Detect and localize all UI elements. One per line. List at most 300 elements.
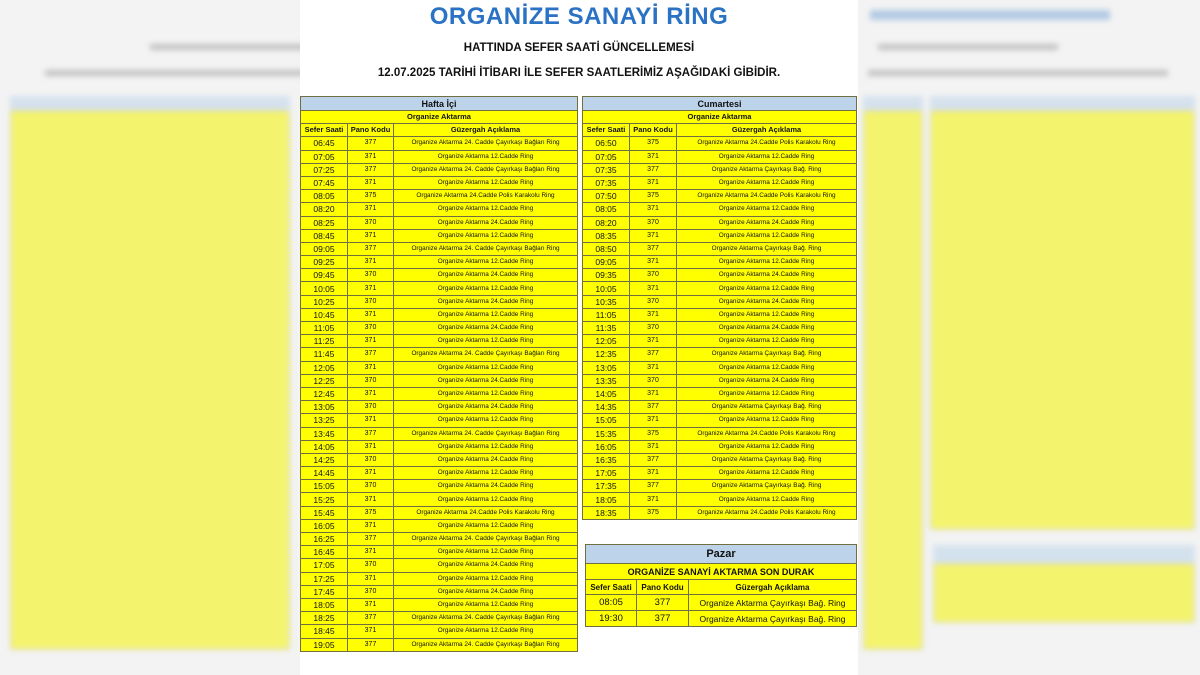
departure-time: 11:25 [301, 335, 348, 348]
departure-time: 18:05 [583, 493, 630, 506]
table-row [583, 282, 857, 295]
departure-time: 18:25 [301, 612, 348, 625]
route-description: Organize Aktarma 12.Cadde Ring [394, 493, 578, 506]
table-row [583, 440, 857, 453]
route-code: 371 [348, 176, 394, 189]
departure-time: 10:25 [301, 295, 348, 308]
route-code: 371 [348, 150, 394, 163]
route-description: Organize Aktarma 12.Cadde Ring [677, 308, 857, 321]
route-description: Organize Aktarma 12.Cadde Ring [394, 546, 578, 559]
departure-time: 08:05 [583, 203, 630, 216]
table-row [301, 163, 578, 176]
route-description: Organize Aktarma Çayırkaşı Bağ. Ring [689, 595, 857, 611]
route-code: 370 [348, 401, 394, 414]
column-header-time: Sefer Saati [301, 124, 348, 137]
route-code: 371 [348, 256, 394, 269]
departure-time: 06:45 [301, 137, 348, 150]
route-description: Organize Aktarma 24.Cadde Ring [394, 216, 578, 229]
route-code: 371 [630, 467, 677, 480]
route-code: 370 [630, 295, 677, 308]
route-description: Organize Aktarma 12.Cadde Ring [394, 176, 578, 189]
route-description: Organize Aktarma 24.Cadde Polis Karakolu Ring [394, 506, 578, 519]
route-description: Organize Aktarma 24. Cadde Çayırkaşı Bağları Ring [394, 163, 578, 176]
route-description: Organize Aktarma 12.Cadde Ring [677, 440, 857, 453]
departure-time: 17:35 [583, 480, 630, 493]
route-code: 371 [348, 572, 394, 585]
route-code: 371 [630, 493, 677, 506]
route-code: 375 [630, 427, 677, 440]
route-description: Organize Aktarma 12.Cadde Ring [394, 335, 578, 348]
departure-time: 12:45 [301, 387, 348, 400]
route-code: 377 [348, 242, 394, 255]
departure-time: 13:05 [301, 401, 348, 414]
departure-time: 15:05 [301, 480, 348, 493]
route-description: Organize Aktarma 24.Cadde Ring [394, 585, 578, 598]
table-row [301, 467, 578, 480]
route-description: Organize Aktarma 24.Cadde Polis Karakolu Ring [677, 137, 857, 150]
route-description: Organize Aktarma 24. Cadde Çayırkaşı Bağları Ring [394, 348, 578, 361]
table-row [583, 216, 857, 229]
route-code: 377 [630, 453, 677, 466]
route-description: Organize Aktarma 24.Cadde Ring [394, 401, 578, 414]
sunday-rows [586, 595, 857, 627]
column-header-route: Güzergah Açıklama [394, 124, 578, 137]
route-description: Organize Aktarma 12.Cadde Ring [677, 361, 857, 374]
departure-time: 13:45 [301, 427, 348, 440]
table-row [301, 598, 578, 611]
route-code: 370 [348, 453, 394, 466]
table-row [301, 546, 578, 559]
route-description: Organize Aktarma 24.Cadde Ring [394, 374, 578, 387]
route-code: 371 [348, 203, 394, 216]
route-description: Organize Aktarma 24.Cadde Ring [677, 216, 857, 229]
route-code: 377 [348, 638, 394, 651]
departure-time: 07:35 [583, 163, 630, 176]
table-row [301, 374, 578, 387]
table-row [301, 453, 578, 466]
route-code: 370 [630, 216, 677, 229]
departure-time: 14:05 [301, 440, 348, 453]
departure-time: 08:35 [583, 229, 630, 242]
route-description: Organize Aktarma 12.Cadde Ring [677, 414, 857, 427]
table-row [301, 638, 578, 651]
route-code: 377 [637, 595, 689, 611]
departure-time: 16:25 [301, 533, 348, 546]
route-code: 371 [630, 229, 677, 242]
column-header-route: Güzergah Açıklama [689, 580, 857, 595]
table-row [583, 335, 857, 348]
route-description: Organize Aktarma 12.Cadde Ring [394, 361, 578, 374]
route-description: Organize Aktarma 24.Cadde Polis Karakolu Ring [394, 190, 578, 203]
route-code: 370 [630, 322, 677, 335]
table-row [301, 150, 578, 163]
table-row [301, 190, 578, 203]
table-row [301, 295, 578, 308]
route-description: Organize Aktarma 12.Cadde Ring [677, 150, 857, 163]
departure-time: 11:45 [301, 348, 348, 361]
route-code: 371 [348, 229, 394, 242]
table-row [301, 625, 578, 638]
table-row [583, 242, 857, 255]
departure-time: 17:25 [301, 572, 348, 585]
route-code: 371 [348, 308, 394, 321]
route-description: Organize Aktarma 24. Cadde Çayırkaşı Bağları Ring [394, 242, 578, 255]
table-row [583, 176, 857, 189]
route-code: 371 [630, 361, 677, 374]
table-row [301, 229, 578, 242]
route-description: Organize Aktarma 12.Cadde Ring [394, 467, 578, 480]
route-code: 375 [630, 506, 677, 519]
departure-time: 16:05 [583, 440, 630, 453]
departure-time: 16:45 [301, 546, 348, 559]
departure-time: 07:05 [301, 150, 348, 163]
departure-time: 12:25 [301, 374, 348, 387]
table-row [583, 427, 857, 440]
route-description: Organize Aktarma 12.Cadde Ring [394, 282, 578, 295]
route-description: Organize Aktarma 12.Cadde Ring [394, 414, 578, 427]
table-row [301, 572, 578, 585]
departure-time: 17:05 [583, 467, 630, 480]
departure-time: 13:05 [583, 361, 630, 374]
route-code: 371 [348, 625, 394, 638]
route-code: 371 [348, 361, 394, 374]
table-row [583, 256, 857, 269]
route-description: Organize Aktarma 12.Cadde Ring [394, 256, 578, 269]
route-code: 377 [348, 427, 394, 440]
route-description: Organize Aktarma Çayırkaşı Bağ. Ring [677, 242, 857, 255]
route-code: 370 [348, 480, 394, 493]
table-row [586, 595, 857, 611]
table-row [301, 533, 578, 546]
column-header-time: Sefer Saati [583, 124, 630, 137]
route-code: 371 [348, 335, 394, 348]
departure-time: 08:20 [301, 203, 348, 216]
route-description: Organize Aktarma 24.Cadde Ring [394, 453, 578, 466]
departure-time: 11:35 [583, 322, 630, 335]
departure-time: 12:05 [301, 361, 348, 374]
table-row [583, 361, 857, 374]
route-description: Organize Aktarma 12.Cadde Ring [394, 387, 578, 400]
table-row [301, 269, 578, 282]
route-code: 371 [630, 440, 677, 453]
background-right-blur [858, 0, 1200, 675]
departure-time: 19:30 [586, 611, 637, 627]
departure-time: 15:35 [583, 427, 630, 440]
table-row [301, 203, 578, 216]
table-row [301, 216, 578, 229]
route-code: 375 [348, 506, 394, 519]
table-row [583, 150, 857, 163]
table-row [586, 611, 857, 627]
route-description: Organize Aktarma 24.Cadde Ring [677, 295, 857, 308]
departure-time: 15:45 [301, 506, 348, 519]
route-description: Organize Aktarma 12.Cadde Ring [677, 467, 857, 480]
departure-time: 14:05 [583, 387, 630, 400]
table-row [583, 401, 857, 414]
saturday-stop: Organize Aktarma [583, 111, 857, 124]
route-description: Organize Aktarma 24.Cadde Ring [394, 269, 578, 282]
column-header-code: Pano Kodu [348, 124, 394, 137]
table-row [301, 348, 578, 361]
table-row [583, 137, 857, 150]
departure-time: 08:20 [583, 216, 630, 229]
route-description: Organize Aktarma 24.Cadde Ring [394, 295, 578, 308]
departure-time: 07:35 [583, 176, 630, 189]
route-code: 375 [348, 190, 394, 203]
route-description: Organize Aktarma 12.Cadde Ring [677, 229, 857, 242]
route-code: 377 [630, 163, 677, 176]
route-description: Organize Aktarma 24.Cadde Ring [677, 322, 857, 335]
route-code: 370 [348, 559, 394, 572]
route-code: 370 [348, 322, 394, 335]
table-row [583, 374, 857, 387]
departure-time: 09:05 [301, 242, 348, 255]
schedule-document [300, 0, 858, 675]
departure-time: 15:05 [583, 414, 630, 427]
table-row [301, 427, 578, 440]
route-code: 370 [348, 269, 394, 282]
route-code: 377 [630, 401, 677, 414]
column-header-time: Sefer Saati [586, 580, 637, 595]
route-description: Organize Aktarma 12.Cadde Ring [394, 308, 578, 321]
table-row [301, 137, 578, 150]
table-row [301, 493, 578, 506]
route-code: 371 [630, 308, 677, 321]
table-row [301, 242, 578, 255]
route-code: 371 [348, 467, 394, 480]
table-row [583, 467, 857, 480]
departure-time: 14:35 [583, 401, 630, 414]
route-code: 371 [630, 414, 677, 427]
column-header-route: Güzergah Açıklama [677, 124, 857, 137]
route-description: Organize Aktarma 12.Cadde Ring [394, 203, 578, 216]
route-description: Organize Aktarma Çayırkaşı Bağ. Ring [677, 480, 857, 493]
route-code: 377 [348, 533, 394, 546]
route-description: Organize Aktarma Çayırkaşı Bağ. Ring [677, 401, 857, 414]
table-row [583, 308, 857, 321]
table-row [301, 440, 578, 453]
departure-time: 14:45 [301, 467, 348, 480]
table-row [301, 335, 578, 348]
page-title: ORGANİZE SANAYİ RİNG [429, 3, 729, 30]
departure-time: 10:05 [301, 282, 348, 295]
departure-time: 06:50 [583, 137, 630, 150]
departure-time: 10:45 [301, 308, 348, 321]
table-row [583, 506, 857, 519]
route-code: 371 [348, 282, 394, 295]
page-subtitle-2: 12.07.2025 TARİHİ İTİBARI İLE SEFER SAATLERİMİZ AŞAĞIDAKİ GİBİDİR. [377, 67, 781, 79]
table-row [583, 190, 857, 203]
column-header-code: Pano Kodu [630, 124, 677, 137]
departure-time: 08:05 [586, 595, 637, 611]
route-code: 371 [348, 519, 394, 532]
table-row [583, 322, 857, 335]
route-code: 371 [630, 335, 677, 348]
route-description: Organize Aktarma 12.Cadde Ring [677, 256, 857, 269]
departure-time: 15:25 [301, 493, 348, 506]
departure-time: 18:45 [301, 625, 348, 638]
route-code: 371 [630, 256, 677, 269]
route-description: Organize Aktarma 24.Cadde Ring [394, 322, 578, 335]
route-description: Organize Aktarma 24. Cadde Çayırkaşı Bağları Ring [394, 533, 578, 546]
table-row [301, 519, 578, 532]
saturday-schedule-table [582, 96, 857, 520]
route-description: Organize Aktarma 12.Cadde Ring [677, 203, 857, 216]
departure-time: 07:50 [583, 190, 630, 203]
route-code: 375 [630, 190, 677, 203]
route-code: 371 [348, 387, 394, 400]
departure-time: 11:05 [301, 322, 348, 335]
departure-time: 07:25 [301, 163, 348, 176]
departure-time: 18:35 [583, 506, 630, 519]
departure-time: 09:25 [301, 256, 348, 269]
route-code: 377 [348, 163, 394, 176]
departure-time: 12:05 [583, 335, 630, 348]
route-code: 377 [637, 611, 689, 627]
column-header-code: Pano Kodu [637, 580, 689, 595]
route-code: 377 [630, 480, 677, 493]
weekday-stop: Organize Aktarma [301, 111, 578, 124]
route-code: 377 [348, 612, 394, 625]
route-code: 371 [630, 150, 677, 163]
table-row [301, 387, 578, 400]
departure-time: 19:05 [301, 638, 348, 651]
departure-time: 07:05 [583, 150, 630, 163]
table-row [583, 295, 857, 308]
table-row [301, 480, 578, 493]
route-description: Organize Aktarma 24.Cadde Polis Karakolu Ring [677, 190, 857, 203]
table-row [301, 322, 578, 335]
weekday-schedule-table [300, 96, 578, 652]
route-description: Organize Aktarma 24. Cadde Çayırkaşı Bağları Ring [394, 427, 578, 440]
route-description: Organize Aktarma 24.Cadde Ring [394, 480, 578, 493]
departure-time: 16:05 [301, 519, 348, 532]
route-code: 371 [630, 282, 677, 295]
route-code: 371 [348, 598, 394, 611]
route-description: Organize Aktarma 24.Cadde Polis Karakolu Ring [677, 506, 857, 519]
departure-time: 09:05 [583, 256, 630, 269]
route-description: Organize Aktarma 12.Cadde Ring [394, 598, 578, 611]
route-code: 371 [348, 546, 394, 559]
departure-time: 09:35 [583, 269, 630, 282]
route-description: Organize Aktarma 12.Cadde Ring [677, 176, 857, 189]
route-description: Organize Aktarma 24.Cadde Ring [677, 269, 857, 282]
departure-time: 13:35 [583, 374, 630, 387]
route-description: Organize Aktarma 24.Cadde Ring [394, 559, 578, 572]
table-row [301, 308, 578, 321]
table-row [301, 506, 578, 519]
route-code: 377 [630, 348, 677, 361]
route-code: 377 [348, 348, 394, 361]
route-code: 375 [630, 137, 677, 150]
route-description: Organize Aktarma 12.Cadde Ring [677, 335, 857, 348]
weekday-rows [301, 137, 578, 651]
route-code: 370 [630, 269, 677, 282]
departure-time: 18:05 [301, 598, 348, 611]
route-code: 377 [630, 242, 677, 255]
departure-time: 08:05 [301, 190, 348, 203]
table-row [301, 282, 578, 295]
route-description: Organize Aktarma 12.Cadde Ring [394, 229, 578, 242]
table-row [301, 585, 578, 598]
table-row [583, 414, 857, 427]
table-row [583, 203, 857, 216]
table-row [583, 453, 857, 466]
saturday-title: Cumartesi [583, 97, 857, 111]
table-row [583, 163, 857, 176]
departure-time: 11:05 [583, 308, 630, 321]
route-code: 370 [630, 374, 677, 387]
table-row [301, 414, 578, 427]
route-description: Organize Aktarma 12.Cadde Ring [394, 572, 578, 585]
route-code: 371 [348, 414, 394, 427]
table-row [301, 401, 578, 414]
departure-time: 10:05 [583, 282, 630, 295]
departure-time: 13:25 [301, 414, 348, 427]
route-description: Organize Aktarma 12.Cadde Ring [394, 625, 578, 638]
route-description: Organize Aktarma 24. Cadde Çayırkaşı Bağları Ring [394, 638, 578, 651]
departure-time: 10:35 [583, 295, 630, 308]
route-description: Organize Aktarma Çayırkaşı Bağ. Ring [677, 163, 857, 176]
route-description: Organize Aktarma Çayırkaşı Bağ. Ring [677, 453, 857, 466]
saturday-rows [583, 137, 857, 519]
route-code: 371 [630, 387, 677, 400]
route-description: Organize Aktarma 24.Cadde Polis Karakolu Ring [677, 427, 857, 440]
departure-time: 14:25 [301, 453, 348, 466]
route-code: 377 [348, 137, 394, 150]
route-description: Organize Aktarma 24.Cadde Ring [677, 374, 857, 387]
sunday-schedule-table [585, 544, 857, 627]
table-row [301, 256, 578, 269]
table-row [583, 348, 857, 361]
page-subtitle-1: HATTINDA SEFER SAATİ GÜNCELLEMESİ [463, 42, 695, 54]
departure-time: 08:50 [583, 242, 630, 255]
route-description: Organize Aktarma 12.Cadde Ring [394, 150, 578, 163]
table-row [583, 269, 857, 282]
route-description: Organize Aktarma 12.Cadde Ring [394, 440, 578, 453]
departure-time: 12:35 [583, 348, 630, 361]
table-row [583, 480, 857, 493]
departure-time: 08:45 [301, 229, 348, 242]
table-row [301, 612, 578, 625]
table-row [301, 176, 578, 189]
route-code: 371 [630, 203, 677, 216]
departure-time: 09:45 [301, 269, 348, 282]
route-description: Organize Aktarma Çayırkaşı Bağ. Ring [689, 611, 857, 627]
route-description: Organize Aktarma 12.Cadde Ring [677, 282, 857, 295]
route-code: 371 [348, 493, 394, 506]
route-description: Organize Aktarma 24. Cadde Çayırkaşı Bağları Ring [394, 137, 578, 150]
departure-time: 17:45 [301, 585, 348, 598]
table-row [301, 559, 578, 572]
route-description: Organize Aktarma 24. Cadde Çayırkaşı Bağları Ring [394, 612, 578, 625]
departure-time: 07:45 [301, 176, 348, 189]
route-code: 371 [348, 440, 394, 453]
route-description: Organize Aktarma 12.Cadde Ring [394, 519, 578, 532]
route-description: Organize Aktarma 12.Cadde Ring [677, 493, 857, 506]
route-description: Organize Aktarma 12.Cadde Ring [677, 387, 857, 400]
route-code: 370 [348, 585, 394, 598]
background-left-blur [0, 0, 300, 675]
route-code: 370 [348, 374, 394, 387]
table-row [583, 493, 857, 506]
sunday-stop: ORGANİZE SANAYİ AKTARMA SON DURAK [586, 564, 857, 580]
table-row [301, 361, 578, 374]
route-code: 371 [630, 176, 677, 189]
departure-time: 17:05 [301, 559, 348, 572]
route-code: 370 [348, 216, 394, 229]
table-row [583, 229, 857, 242]
